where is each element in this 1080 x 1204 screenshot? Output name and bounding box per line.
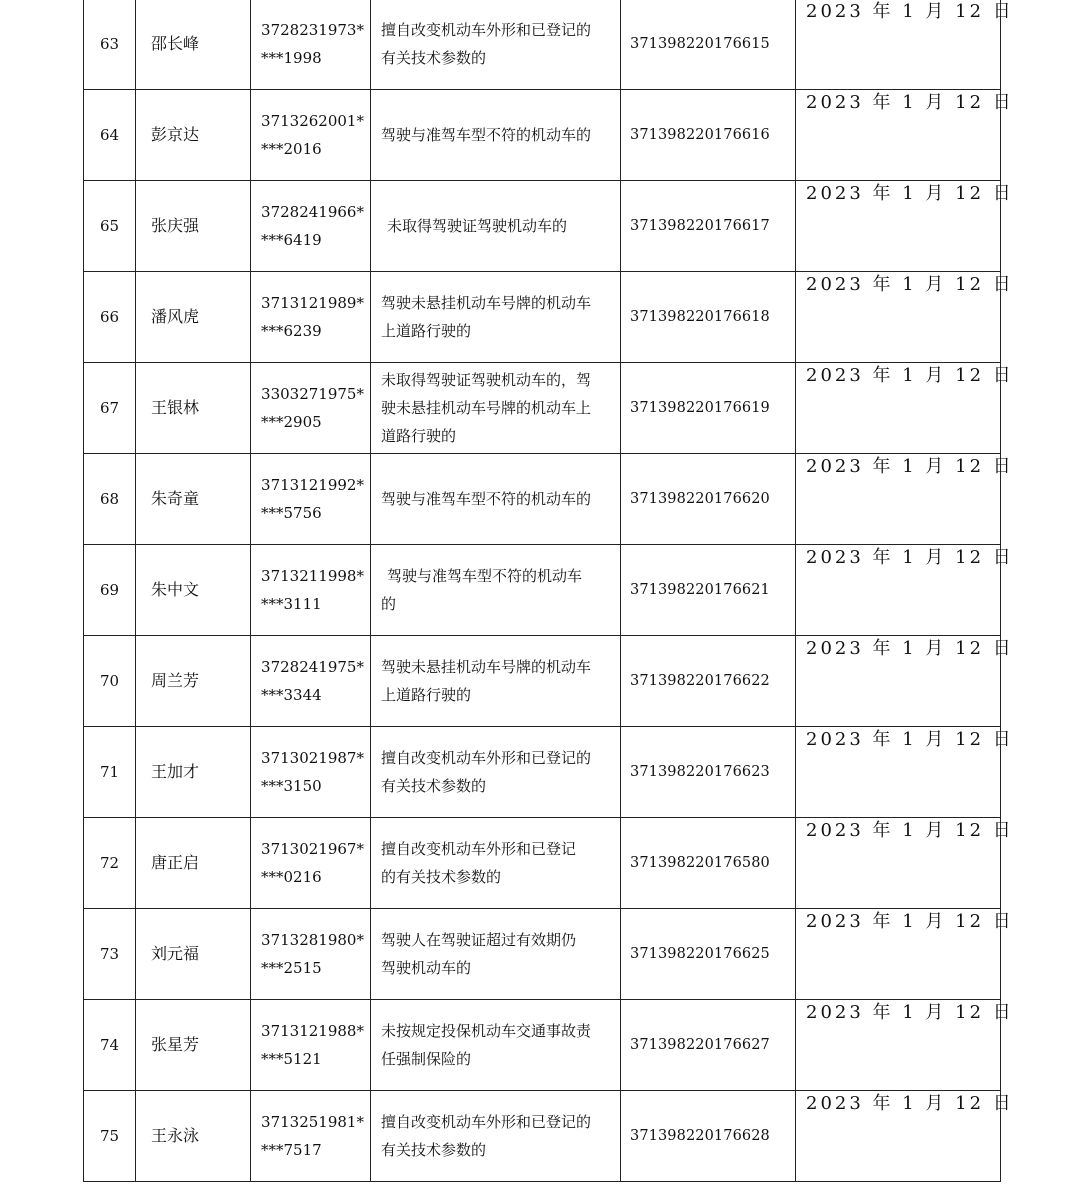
cell-violation: [371, 909, 621, 1000]
decision-date: 2023 年 1 月 12 日: [806, 1093, 1014, 1114]
cell-decision-number: [621, 272, 796, 363]
person-name: 唐正启: [151, 853, 200, 872]
person-name: 王银林: [151, 398, 200, 417]
cell-name: [136, 90, 251, 181]
id-number-line2: ***2515: [261, 959, 322, 977]
table-row: [84, 1000, 1001, 1091]
decision-date: 2023 年 1 月 12 日: [806, 92, 1014, 113]
cell-name: [136, 272, 251, 363]
cell-violation: [371, 272, 621, 363]
decision-number: 371398220176628: [630, 1128, 770, 1144]
decision-number: 371398220176625: [630, 946, 770, 962]
decision-number: 371398220176627: [630, 1037, 770, 1053]
person-name: 张星芳: [151, 1035, 200, 1054]
cell-name: [136, 363, 251, 454]
cell-seq: 63: [84, 0, 136, 90]
person-name: 潘风虎: [151, 307, 200, 326]
cell-decision-number: [621, 1091, 796, 1182]
decision-number: 371398220176620: [630, 491, 770, 507]
decision-date: 2023 年 1 月 12 日: [806, 638, 1014, 659]
id-number-line1: 3303271975*: [261, 385, 364, 403]
person-name: 朱奇童: [151, 489, 200, 508]
id-number-line1: 3713262001*: [261, 112, 364, 130]
id-number-line1: 3713021967*: [261, 840, 364, 858]
cell-id-number: [251, 727, 371, 818]
cell-name: [136, 1000, 251, 1091]
violation-text-line: 驾驶与准驾车型不符的机动车的: [381, 490, 592, 508]
violation-text-line: 擅自改变机动车外形和已登记的: [381, 749, 592, 767]
cell-id-number: [251, 818, 371, 909]
violation-text-line: 驾驶未悬挂机动车号牌的机动车: [381, 658, 592, 676]
cell-date: [796, 0, 1014, 90]
cell-date: [796, 545, 1014, 636]
id-number-line2: ***6239: [261, 322, 322, 340]
cell-decision-number: [621, 90, 796, 181]
cell-name: [136, 727, 251, 818]
cell-date: [796, 636, 1014, 727]
decision-date: 2023 年 1 月 12 日: [806, 365, 1014, 386]
cell-violation: [371, 0, 621, 90]
decision-date: 2023 年 1 月 12 日: [806, 274, 1014, 295]
cell-violation: [371, 1000, 621, 1091]
cell-seq: 70: [84, 636, 136, 727]
decision-number: 371398220176622: [630, 673, 770, 689]
violation-text-line: 擅自改变机动车外形和已登记的: [381, 1113, 592, 1131]
id-number-line1: 3713021987*: [261, 749, 364, 767]
violation-text-line: 擅自改变机动车外形和已登记: [381, 840, 577, 858]
table-row: [84, 909, 1001, 1000]
cell-seq: 74: [84, 1000, 136, 1091]
cell-violation: [371, 454, 621, 545]
penalty-records-table: [83, 0, 1014, 1182]
violation-text-line: 驶未悬挂机动车号牌的机动车上: [381, 399, 592, 417]
cell-id-number: [251, 90, 371, 181]
cell-name: [136, 636, 251, 727]
decision-date: 2023 年 1 月 12 日: [806, 547, 1014, 568]
id-number-line2: ***3150: [261, 777, 322, 795]
cell-decision-number: [621, 545, 796, 636]
cell-name: [136, 545, 251, 636]
cell-violation: [371, 181, 621, 272]
cell-seq: 66: [84, 272, 136, 363]
cell-id-number: [251, 636, 371, 727]
id-number-line1: 3713281980*: [261, 931, 364, 949]
table-row: [84, 818, 1001, 909]
cell-violation: [371, 363, 621, 454]
cell-id-number: [251, 909, 371, 1000]
violation-text-line: 未按规定投保机动车交通事故责: [381, 1022, 592, 1040]
violation-text-line: 上道路行驶的: [381, 322, 472, 340]
table-row: [84, 727, 1001, 818]
person-name: 彭京达: [151, 125, 200, 144]
violation-text-line: 驾驶与准驾车型不符的机动车: [387, 567, 583, 585]
cell-name: [136, 181, 251, 272]
cell-date: [796, 90, 1014, 181]
decision-date: 2023 年 1 月 12 日: [806, 456, 1014, 477]
cell-seq: 71: [84, 727, 136, 818]
decision-date: 2023 年 1 月 12 日: [806, 1, 1014, 22]
cell-decision-number: [621, 727, 796, 818]
cell-date: [796, 909, 1014, 1000]
table-body: [84, 0, 1014, 1182]
cell-date: [796, 727, 1014, 818]
violation-text-line: 有关技术参数的: [381, 1141, 487, 1159]
cell-date: [796, 818, 1014, 909]
id-number-line1: 3728241975*: [261, 658, 364, 676]
cell-decision-number: [621, 363, 796, 454]
person-name: 邵长峰: [151, 34, 200, 53]
person-name: 张庆强: [151, 216, 200, 235]
cell-id-number: [251, 272, 371, 363]
cell-name: [136, 1091, 251, 1182]
person-name: 朱中文: [151, 580, 200, 599]
decision-number: 371398220176616: [630, 127, 770, 143]
id-number-line2: ***0216: [261, 868, 322, 886]
table-row: [84, 181, 1001, 272]
cell-name: [136, 0, 251, 90]
decision-number: 371398220176580: [630, 855, 770, 871]
decision-date: 2023 年 1 月 12 日: [806, 820, 1014, 841]
cell-name: [136, 454, 251, 545]
cell-id-number: [251, 545, 371, 636]
cell-seq: 72: [84, 818, 136, 909]
decision-date: 2023 年 1 月 12 日: [806, 729, 1014, 750]
decision-date: 2023 年 1 月 12 日: [806, 183, 1014, 204]
id-number-line1: 3728231973*: [261, 21, 364, 39]
violation-text-line: 驾驶与准驾车型不符的机动车的: [381, 126, 592, 144]
violation-text-line: 的有关技术参数的: [381, 868, 502, 886]
violation-text-line: 有关技术参数的: [381, 777, 487, 795]
decision-number: 371398220176621: [630, 582, 770, 598]
id-number-line1: 3713121988*: [261, 1022, 364, 1040]
decision-number: 371398220176623: [630, 764, 770, 780]
violation-text-line: 道路行驶的: [381, 427, 457, 445]
cell-seq: 65: [84, 181, 136, 272]
cell-decision-number: [621, 909, 796, 1000]
cell-seq: 68: [84, 454, 136, 545]
cell-violation: [371, 90, 621, 181]
violation-text-line: 驾驶未悬挂机动车号牌的机动车: [381, 294, 592, 312]
cell-violation: [371, 545, 621, 636]
cell-violation: [371, 818, 621, 909]
cell-name: [136, 909, 251, 1000]
cell-id-number: [251, 1000, 371, 1091]
cell-seq: 67: [84, 363, 136, 454]
cell-id-number: [251, 181, 371, 272]
violation-text-line: 驾驶机动车的: [381, 959, 472, 977]
table-row: [84, 90, 1001, 181]
person-name: 王加才: [151, 762, 200, 781]
cell-decision-number: [621, 818, 796, 909]
cell-date: [796, 363, 1014, 454]
id-number-line1: 3713211998*: [261, 567, 364, 585]
cell-id-number: [251, 363, 371, 454]
decision-number: 371398220176618: [630, 309, 770, 325]
cell-violation: [371, 636, 621, 727]
cell-date: [796, 1000, 1014, 1091]
cell-violation: [371, 727, 621, 818]
person-name: 王永泳: [151, 1126, 200, 1145]
cell-seq: 75: [84, 1091, 136, 1182]
id-number-line2: ***3344: [261, 686, 322, 704]
violation-text-line: 未取得驾驶证驾驶机动车的: [387, 217, 568, 235]
decision-number: 371398220176617: [630, 218, 770, 234]
table-row: [84, 454, 1001, 545]
decision-number: 371398220176619: [630, 400, 770, 416]
violation-text-line: 未取得驾驶证驾驶机动车的，驾: [381, 371, 592, 389]
cell-date: [796, 181, 1014, 272]
table-row: [84, 1091, 1001, 1182]
table-row: [84, 363, 1001, 454]
cell-id-number: [251, 1091, 371, 1182]
cell-seq: 73: [84, 909, 136, 1000]
violation-text-line: 的: [381, 595, 397, 613]
violation-text-line: 任强制保险的: [381, 1050, 472, 1068]
id-number-line2: ***2016: [261, 140, 322, 158]
cell-id-number: [251, 0, 371, 90]
cell-date: [796, 1091, 1014, 1182]
table-row: [84, 272, 1001, 363]
cell-decision-number: [621, 1000, 796, 1091]
id-number-line2: ***5756: [261, 504, 322, 522]
table-row: [84, 0, 1001, 90]
id-number-line1: 3713121992*: [261, 476, 364, 494]
decision-date: 2023 年 1 月 12 日: [806, 911, 1014, 932]
id-number-line2: ***6419: [261, 231, 322, 249]
cell-name: [136, 818, 251, 909]
cell-seq: 64: [84, 90, 136, 181]
id-number-line1: 3713251981*: [261, 1113, 364, 1131]
table-row: [84, 636, 1001, 727]
id-number-line2: ***7517: [261, 1141, 322, 1159]
cell-decision-number: [621, 181, 796, 272]
id-number-line2: ***1998: [261, 49, 322, 67]
violation-text-line: 有关技术参数的: [381, 49, 487, 67]
violation-text-line: 驾驶人在驾驶证超过有效期仍: [381, 931, 577, 949]
cell-seq: 69: [84, 545, 136, 636]
cell-decision-number: [621, 454, 796, 545]
cell-violation: [371, 1091, 621, 1182]
decision-date: 2023 年 1 月 12 日: [806, 1002, 1014, 1023]
id-number-line2: ***5121: [261, 1050, 322, 1068]
decision-number: 371398220176615: [630, 36, 770, 52]
person-name: 周兰芳: [151, 671, 200, 690]
id-number-line1: 3728241966*: [261, 203, 364, 221]
cell-decision-number: [621, 636, 796, 727]
violation-text-line: 上道路行驶的: [381, 686, 472, 704]
id-number-line2: ***3111: [261, 595, 322, 613]
id-number-line1: 3713121989*: [261, 294, 364, 312]
person-name: 刘元福: [151, 944, 200, 963]
cell-date: [796, 272, 1014, 363]
cell-id-number: [251, 454, 371, 545]
cell-date: [796, 454, 1014, 545]
id-number-line2: ***2905: [261, 413, 322, 431]
cell-decision-number: [621, 0, 796, 90]
violation-text-line: 擅自改变机动车外形和已登记的: [381, 21, 592, 39]
table-row: [84, 545, 1001, 636]
